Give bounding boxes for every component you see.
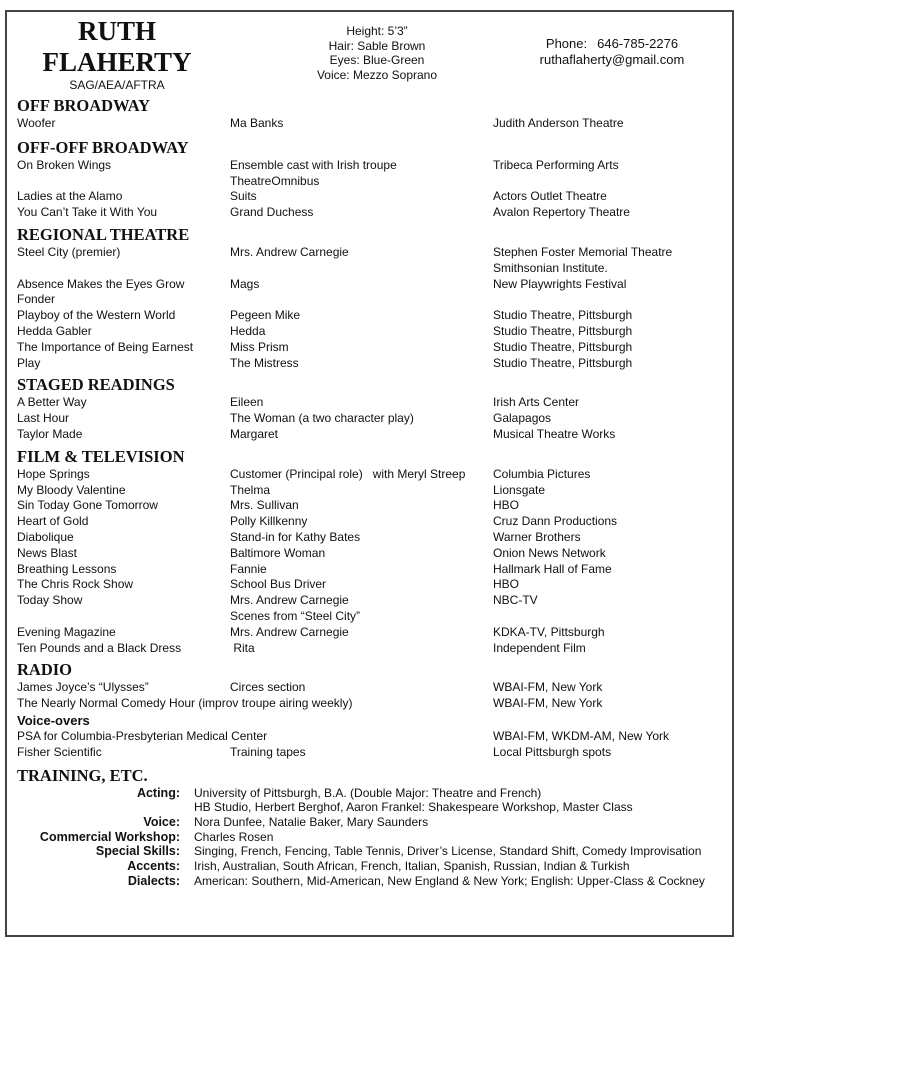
resume-page: [5, 10, 734, 937]
credit-title: Heart of Gold: [17, 514, 89, 529]
credit-title: You Can’t Take it With You: [17, 205, 158, 220]
credit-title: Absence Makes the Eyes Grow: [17, 276, 185, 291]
credit-venue: Cruz Dann Productions: [493, 514, 618, 529]
credit-role: Miss Prism: [230, 339, 289, 354]
credit-title: Evening Magazine: [17, 624, 116, 639]
credit-venue: Irish Arts Center: [493, 395, 580, 410]
credit-row: [17, 530, 732, 546]
credit-venue: Hallmark Hall of Fame: [493, 561, 612, 576]
credit-role: School Bus Driver: [230, 577, 327, 592]
phone-number[interactable]: 646-785-2276: [597, 36, 679, 51]
credit-row: [17, 427, 732, 443]
credit-row: [17, 324, 732, 340]
credit-row: [17, 158, 732, 190]
credit-role: Rita: [230, 640, 255, 655]
credit-venue: Studio Theatre, Pittsburgh: [493, 323, 633, 338]
credit-row: [17, 593, 732, 625]
credit-row: [17, 680, 732, 696]
credit-venue: Judith Anderson Theatre: [493, 116, 624, 130]
credit-venue: Musical Theatre Works: [493, 426, 616, 441]
phone-line: [487, 36, 737, 52]
credit-title: Woofer: [17, 116, 56, 130]
credit-title: Taylor Made: [17, 426, 83, 441]
credit-row: [17, 277, 732, 309]
resume-content: [17, 96, 732, 888]
credit-title: Ten Pounds and a Black Dress: [17, 640, 182, 655]
credit-title: My Bloody Valentine: [17, 482, 126, 497]
credit-role: Thelma: [230, 482, 271, 497]
training-value: Irish, Australian, South African, French, Italian, Spanish, Russian, Indian & Turkish: [194, 859, 630, 874]
credit-venue: Avalon Repertory Theatre: [493, 205, 630, 220]
credit-role: Customer (Principal role) with Meryl Streep: [230, 466, 466, 481]
credit-role: Fannie: [230, 561, 267, 576]
email[interactable]: ruthaflaherty@gmail.com: [539, 52, 685, 67]
section-heading-off-broadway: OFF BROADWAY: [17, 96, 151, 115]
credit-role: Training tapes: [230, 744, 306, 759]
credit-role: Margaret: [230, 426, 279, 441]
section-heading-off-off-broadway: OFF-OFF BROADWAY: [17, 137, 189, 157]
credit-role: Circes section: [230, 680, 306, 695]
credit-title: Steel City (premier): [17, 244, 121, 259]
credit-venue-note: Smithsonian Institute.: [493, 260, 608, 275]
last-name: FLAHERTY: [42, 47, 192, 77]
credit-role-note: Scenes from “Steel City”: [230, 608, 361, 623]
credit-venue: HBO: [493, 577, 520, 592]
credit-venue: Studio Theatre, Pittsburgh: [493, 308, 633, 323]
credit-venue: WBAI-FM, New York: [493, 680, 603, 695]
credit-venue: Columbia Pictures: [493, 466, 591, 481]
credit-venue: Warner Brothers: [493, 529, 581, 544]
credit-role: Mrs. Andrew Carnegie: [230, 244, 349, 259]
contact-info: [487, 36, 737, 68]
credit-title: Sin Today Gone Tomorrow: [17, 498, 158, 513]
credit-role: The Mistress: [230, 355, 299, 370]
credit-title: PSA for Columbia-Presbyterian Medical Center: [17, 728, 268, 743]
credit-role: Ma Banks: [230, 116, 284, 130]
credit-title: The Importance of Being Earnest: [17, 339, 194, 354]
credit-role: Suits: [230, 189, 257, 204]
credit-title: Diabolique: [17, 529, 74, 544]
training-label-dialects: Dialects:: [127, 873, 180, 888]
credit-row: [17, 205, 732, 221]
credit-role: Eileen: [230, 395, 264, 410]
credit-row: [17, 546, 732, 562]
credit-venue: Tribeca Performing Arts: [493, 157, 619, 172]
credit-row: [17, 498, 732, 514]
section-heading-regional-theatre: REGIONAL THEATRE: [17, 224, 190, 244]
stat-hair: Hair: Sable Brown: [328, 38, 426, 53]
credit-row: [17, 467, 732, 483]
training-label-acting: Acting:: [136, 785, 180, 800]
training-label-commercial: Commercial Workshop:: [39, 829, 180, 844]
training-list: [17, 786, 732, 889]
credit-venue: Actors Outlet Theatre: [493, 189, 607, 204]
credit-row: [17, 562, 732, 578]
physical-stats: [257, 24, 497, 82]
training-label-accents: Accents:: [127, 859, 180, 874]
stat-height: Height: 5’3”: [346, 24, 408, 38]
section-heading-training: TRAINING, ETC.: [17, 765, 148, 785]
stat-eyes: Eyes: Blue-Green: [329, 53, 425, 67]
credit-role: The Woman (a two character play): [230, 411, 414, 426]
training-label-voice: Voice:: [143, 814, 180, 829]
union-affiliations: SAG/AEA/AFTRA: [69, 78, 165, 92]
credit-row: [17, 116, 732, 132]
credit-row: [17, 577, 732, 593]
credit-title: Play: [17, 355, 41, 370]
credit-title: Today Show: [17, 593, 83, 608]
credit-venue: NBC-TV: [493, 593, 538, 608]
subheading-voice-overs: Voice-overs: [17, 712, 90, 728]
credit-row: [17, 625, 732, 641]
credit-row: [17, 395, 732, 411]
credit-venue: Studio Theatre, Pittsburgh: [493, 339, 633, 354]
credit-row: [17, 729, 732, 745]
credit-venue: WBAI-FM, WKDM-AM, New York: [493, 728, 670, 743]
credit-title: Fisher Scientific: [17, 744, 102, 759]
credit-title: A Better Way: [17, 395, 87, 410]
training-value: University of Pittsburgh, B.A. (Double Major: Theatre and French): [194, 785, 542, 800]
credit-venue: WBAI-FM, New York: [493, 696, 603, 711]
credit-role: Mags: [230, 276, 260, 291]
actor-name: [17, 16, 217, 78]
credit-role: Grand Duchess: [230, 205, 314, 220]
credit-title: Playboy of the Western World: [17, 308, 176, 323]
credit-title: News Blast: [17, 545, 78, 560]
training-value: Nora Dunfee, Natalie Baker, Mary Saunders: [194, 814, 429, 829]
section-heading-radio: RADIO: [17, 660, 73, 680]
credit-venue: Stephen Foster Memorial Theatre: [493, 244, 673, 259]
credit-venue: Independent Film: [493, 640, 586, 655]
credit-row: [17, 356, 732, 372]
credit-row: [17, 340, 732, 356]
credit-venue: Galapagos: [493, 411, 552, 426]
credit-role-note: TheatreOmnibus: [230, 173, 320, 188]
credit-title: On Broken Wings: [17, 157, 112, 172]
credit-role: Mrs. Andrew Carnegie: [230, 593, 349, 608]
credit-row: [17, 745, 732, 761]
credit-venue: New Playwrights Festival: [493, 276, 627, 291]
first-name: RUTH: [77, 16, 156, 46]
credit-row: [17, 696, 732, 712]
credit-title-cont: Fonder: [17, 292, 56, 307]
credit-title: Last Hour: [17, 411, 70, 426]
credit-row: [17, 641, 732, 657]
credit-venue: HBO: [493, 498, 520, 513]
credit-role: Stand-in for Kathy Bates: [230, 529, 361, 544]
credit-role: Mrs. Sullivan: [230, 498, 299, 513]
credit-role: Hedda: [230, 323, 266, 338]
training-value: American: Southern, Mid-American, New England & New York; English: Upper-Class & Cockney: [194, 873, 705, 888]
training-value: HB Studio, Herbert Berghof, Aaron Frankel: Shakespeare Workshop, Master Class: [194, 800, 633, 815]
credit-title: The Chris Rock Show: [17, 577, 134, 592]
credit-title: Hope Springs: [17, 466, 90, 481]
stat-voice: Voice: Mezzo Soprano: [316, 67, 438, 82]
credit-venue: Lionsgate: [493, 482, 546, 497]
credit-role: Baltimore Woman: [230, 545, 326, 560]
credit-row: [17, 411, 732, 427]
credit-row: [17, 189, 732, 205]
credit-title: The Nearly Normal Comedy Hour (improv troupe airing weekly): [17, 696, 353, 711]
credit-venue: Onion News Network: [493, 545, 606, 560]
training-value: Singing, French, Fencing, Table Tennis, Driver’s License, Standard Shift, Comedy Improvisation: [194, 844, 702, 859]
training-value: Charles Rosen: [194, 829, 274, 844]
credit-row: [17, 245, 732, 277]
phone-label: Phone:: [545, 36, 588, 51]
training-label-special-skills: Special Skills:: [95, 844, 180, 859]
credit-role: Ensemble cast with Irish troupe: [230, 157, 397, 172]
credit-role: Mrs. Andrew Carnegie: [230, 624, 349, 639]
credit-row: [17, 514, 732, 530]
credit-venue: Studio Theatre, Pittsburgh: [493, 355, 633, 370]
credit-title: James Joyce’s “Ulysses”: [17, 680, 149, 695]
credit-role: Polly Killkenny: [230, 514, 308, 529]
credit-row: [17, 483, 732, 499]
credit-row: [17, 308, 732, 324]
credit-venue: Local Pittsburgh spots: [493, 744, 612, 759]
credit-title: Ladies at the Alamo: [17, 189, 123, 204]
credit-title: Breathing Lessons: [17, 561, 117, 576]
credit-title: Hedda Gabler: [17, 323, 92, 338]
section-heading-staged-readings: STAGED READINGS: [17, 375, 175, 395]
credit-venue: KDKA-TV, Pittsburgh: [493, 624, 605, 639]
credit-role: Pegeen Mike: [230, 308, 301, 323]
section-heading-film-television: FILM & TELEVISION: [17, 446, 185, 466]
